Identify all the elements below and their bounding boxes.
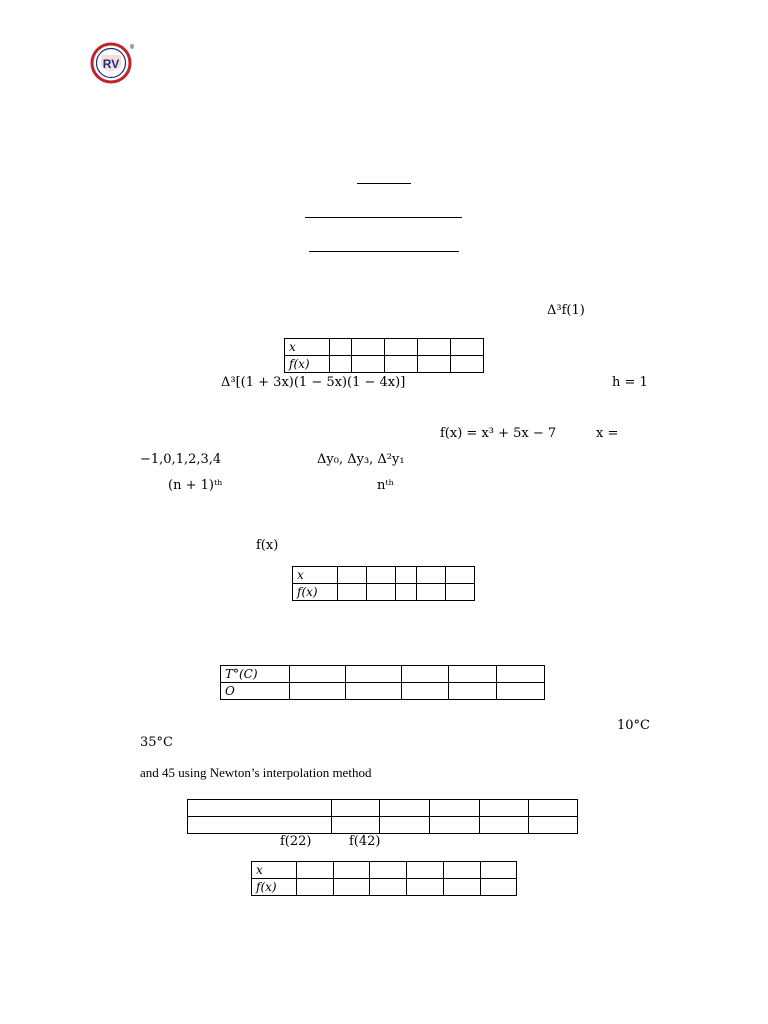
rv-logo <box>88 42 136 84</box>
table-4-row-label <box>188 800 332 817</box>
heading-underline-3 <box>309 251 459 252</box>
table-3-row-label: T°(C) <box>221 666 290 683</box>
table-1 <box>284 338 484 373</box>
expr-x-equals: x = <box>596 426 619 441</box>
expr-fx-definition: f(x) = x³ + 5x − 7 <box>440 426 557 441</box>
expr-n-plus-1-th: (n + 1)ᵗʰ <box>168 478 223 493</box>
expr-delta3-f1: Δ³f(1) <box>547 303 585 318</box>
table-5 <box>251 861 517 896</box>
expr-differences: Δy₀, Δy₃, Δ²y₁ <box>317 452 405 467</box>
expr-fx: f(x) <box>256 538 279 553</box>
table-5-row-label: x <box>252 862 297 879</box>
table-1-row-label: f(x) <box>285 356 330 373</box>
expr-x-values: −1,0,1,2,3,4 <box>140 452 222 467</box>
expr-f42: f(42) <box>349 834 381 849</box>
table-3 <box>220 665 545 700</box>
table-1-row-label: x <box>285 339 330 356</box>
expr-delta3-product: Δ³[(1 + 3x)(1 − 5x)(1 − 4x)] <box>221 375 406 390</box>
heading-underline-2 <box>305 217 462 218</box>
table-2-row-label: x <box>293 567 338 584</box>
table-4 <box>187 799 578 834</box>
logo-registered-mark: ® <box>129 45 135 51</box>
expr-10c: 10°C <box>617 718 650 733</box>
logo-initials: RV <box>102 57 120 71</box>
expr-35c: 35°C <box>140 735 173 750</box>
expr-h-equals-1: h = 1 <box>612 375 648 390</box>
heading-underline-1 <box>357 183 411 184</box>
table-2-row-label: f(x) <box>293 584 338 601</box>
table-5-row-label: f(x) <box>252 879 297 896</box>
interpolation-sentence: and 45 using Newton’s interpolation method <box>140 765 372 780</box>
table-3-row-label: O <box>221 683 290 700</box>
expr-f22: f(22) <box>280 834 312 849</box>
table-2 <box>292 566 475 601</box>
table-4-row-label <box>188 817 332 834</box>
expr-n-th: nᵗʰ <box>377 478 395 493</box>
